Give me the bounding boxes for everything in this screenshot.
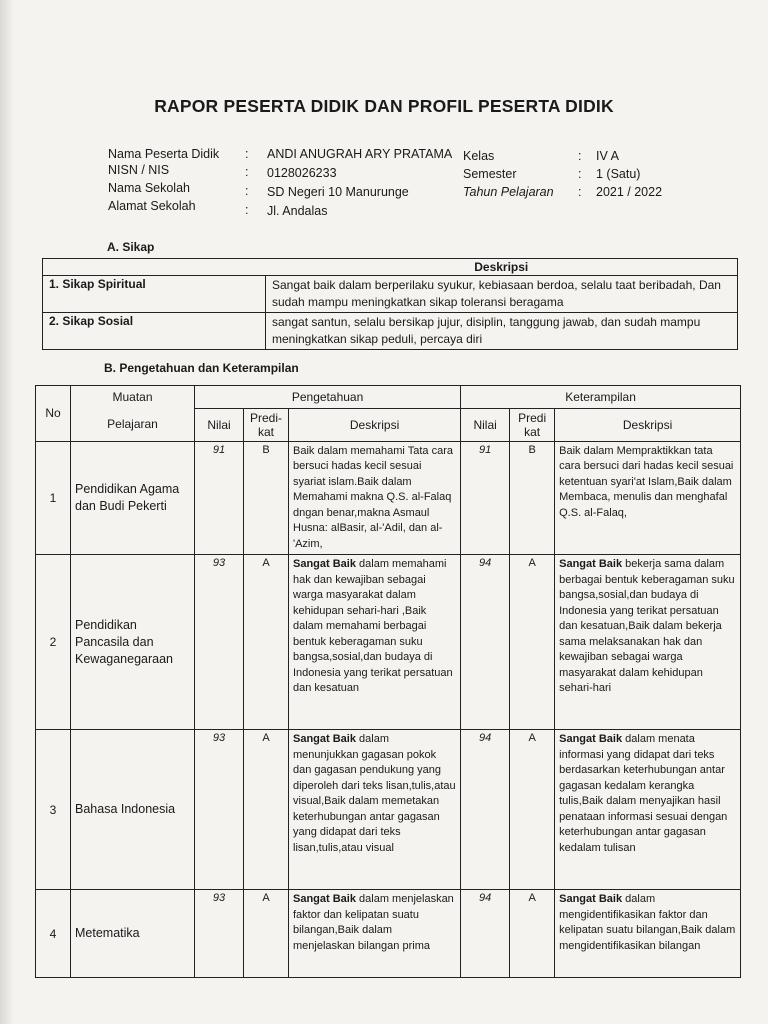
row-p-deskripsi: [289, 890, 461, 978]
table-row: [36, 441, 741, 555]
row-p-nilai: 91: [195, 441, 244, 555]
row-p-nilai: 93: [195, 555, 244, 730]
header-nilai: Nilai: [195, 408, 244, 441]
row-p-predikat: A: [244, 555, 289, 730]
sikap-label: 2. Sikap Sosial: [43, 313, 266, 350]
desc-bold: Sangat Baik: [293, 558, 356, 570]
sikap-desc: Sangat baik dalam berperilaku syukur, kebiasaan berdoa, selalu taat beribadah, Dan sudah mampu meningkatkan sikap toleransi beragama: [266, 276, 738, 313]
row-k-nilai: 91: [461, 441, 510, 555]
desc-text: dalam menata informasi yang didapat dari teks berdasarkan keterhubungan antar gagasan kedalam kerangka tulis,Baik dalam menyajikan hasil penataan informasi sesuai dengan keterhubungan antar gagasan kedalam tulisan: [559, 733, 728, 854]
row-k-nilai: 94: [461, 555, 510, 730]
alamat-value: Jl. Andalas: [267, 204, 328, 218]
desc-text: bekerja sama dalam berbagai bentuk keberagaman suku bangsa,sosial,dan budaya di Indonesia yang terikat persatuan dan kesatuan,Baik dalam bekerja sama melaksanakan hak dan kewajiban sebagai warga masyarakat dalam kehidupan sehari-hari: [559, 558, 735, 694]
header-pelajaran: Pelajaran: [71, 408, 195, 441]
sekolah-label: Nama Sekolah: [108, 181, 190, 195]
page-title: RAPOR PESERTA DIDIK DAN PROFIL PESERTA DIDIK: [154, 96, 614, 116]
colon: :: [245, 184, 249, 198]
sikap-desc: sangat santun, selalu bersikap jujur, disiplin, tanggung jawab, dan sudah mampu meningkatkan sikap peduli, percaya diri: [266, 313, 738, 350]
header-muatan: Muatan: [71, 386, 195, 409]
row-p-predikat: B: [244, 441, 289, 555]
row-k-predikat: A: [510, 730, 555, 890]
row-muatan: Pendidikan Agama dan Budi Pekerti: [71, 441, 195, 555]
desc-text: dalam menjelaskan faktor dan kelipatan suatu bilangan,Baik dalam menjelaskan bilangan prima: [293, 893, 454, 952]
desc-bold: Sangat Baik: [559, 558, 623, 570]
sikap-header-row: [43, 259, 738, 276]
section-b-heading: B. Pengetahuan dan Keterampilan: [104, 361, 299, 375]
colon: :: [578, 185, 582, 199]
row-p-deskripsi: [289, 441, 461, 555]
table-row: [43, 276, 738, 313]
table-row: [36, 730, 741, 890]
row-no: 4: [36, 890, 71, 978]
desc-bold: Sangat Baik: [559, 733, 623, 745]
row-no: 1: [36, 441, 71, 555]
table-row: [43, 313, 738, 350]
row-k-predikat: A: [510, 890, 555, 978]
desc-bold: Sangat Baik: [293, 733, 356, 745]
nisn-value: 0128026233: [267, 166, 337, 180]
desc-text: Baik dalam Mempraktikkan tata cara bersuci dari hadas kecil sesuai ketentuan syari'at Islam,Baik dalam Membaca, menulis dan menghafal Q.S. al-Falaq,: [559, 444, 734, 519]
header-pengetahuan: Pengetahuan: [195, 386, 461, 409]
colon: :: [578, 149, 582, 163]
row-muatan: Metematika: [71, 890, 195, 978]
row-k-predikat: B: [510, 441, 555, 555]
row-no: 3: [36, 730, 71, 890]
row-k-deskripsi: [555, 730, 741, 890]
colon: :: [245, 165, 249, 179]
header-row: [36, 386, 741, 409]
colon: :: [578, 167, 582, 181]
semester-value: 1 (Satu): [596, 167, 641, 181]
row-k-predikat: A: [510, 555, 555, 730]
header-predikat: Predi-kat: [244, 408, 289, 441]
header-predikat: Predi kat: [510, 408, 555, 441]
section-a-heading: A. Sikap: [107, 240, 155, 254]
colon: :: [245, 203, 249, 217]
header-row: [36, 408, 741, 441]
desc-bold: Sangat Baik: [293, 893, 356, 905]
colon: :: [245, 147, 249, 161]
desc-text: dalam memahami hak dan kewajiban sebagai warga masyarakat dalam kehidupan sehari-hari ,Baik dalam memahami berbagai bentuk keberagaman suku bangsa,sosial,dan budaya di Indonesia yang terikat persatuan dan kesatuan: [293, 558, 453, 694]
row-k-nilai: 94: [461, 890, 510, 978]
row-no: 2: [36, 555, 71, 730]
alamat-label: Alamat Sekolah: [108, 199, 196, 213]
tahun-label: Tahun Pelajaran: [463, 185, 554, 199]
nisn-label: NISN / NIS: [108, 163, 170, 177]
header-no: No: [36, 386, 71, 442]
header-deskripsi: Deskripsi: [266, 259, 738, 276]
nilai-table: [35, 385, 741, 978]
desc-text: Baik dalam memahami Tata cara bersuci hadas kecil sesuai syariat islam.Baik dalam Memahami makna Q.S. al-Falaq dngan benar,makna Asmaul Husna: alBasir, al-'Adil, dan al-'Azim,: [293, 444, 453, 550]
nama-label: Nama Peserta Didik: [108, 147, 220, 161]
nama-value: ANDI ANUGRAH ARY PRATAMA: [267, 147, 453, 161]
row-p-predikat: A: [244, 890, 289, 978]
header-nilai: Nilai: [461, 408, 510, 441]
row-p-deskripsi: [289, 555, 461, 730]
row-muatan: Bahasa Indonesia: [71, 730, 195, 890]
row-k-deskripsi: [555, 441, 741, 555]
sikap-label: 1. Sikap Spiritual: [43, 276, 266, 313]
header-deskripsi: Deskripsi: [289, 408, 461, 441]
sekolah-value: SD Negeri 10 Manurunge: [267, 185, 409, 199]
row-muatan: Pendidikan Pancasila dan Kewaganegaraan: [71, 555, 195, 730]
table-row: [36, 890, 741, 978]
row-k-deskripsi: [555, 555, 741, 730]
row-p-deskripsi: [289, 730, 461, 890]
row-k-deskripsi: [555, 890, 741, 978]
semester-label: Semester: [463, 167, 517, 181]
scan-edge: [0, 0, 14, 1024]
row-p-predikat: A: [244, 730, 289, 890]
header-blank: [43, 259, 266, 276]
desc-text: dalam mengidentifikasikan faktor dan kelipatan suatu bilangan,Baik dalam mengidentifikasikan bilangan: [559, 893, 736, 952]
desc-text: dalam menunjukkan gagasan pokok dan gagasan pendukung yang diperoleh dari teks lisan,tulis,atau visual,Baik dalam memetakan keterhubungan antar gagasan yang didapat dari teks lisan,tulis,atau visual: [293, 733, 456, 854]
row-p-nilai: 93: [195, 730, 244, 890]
header-deskripsi: Deskripsi: [555, 408, 741, 441]
kelas-label: Kelas: [463, 149, 495, 163]
row-p-nilai: 93: [195, 890, 244, 978]
sikap-table: [42, 258, 738, 350]
header-keterampilan: Keterampilan: [461, 386, 741, 409]
desc-bold: Sangat Baik: [559, 893, 623, 905]
kelas-value: IV A: [596, 149, 619, 163]
tahun-value: 2021 / 2022: [596, 185, 663, 199]
row-k-nilai: 94: [461, 730, 510, 890]
table-row: [36, 555, 741, 730]
